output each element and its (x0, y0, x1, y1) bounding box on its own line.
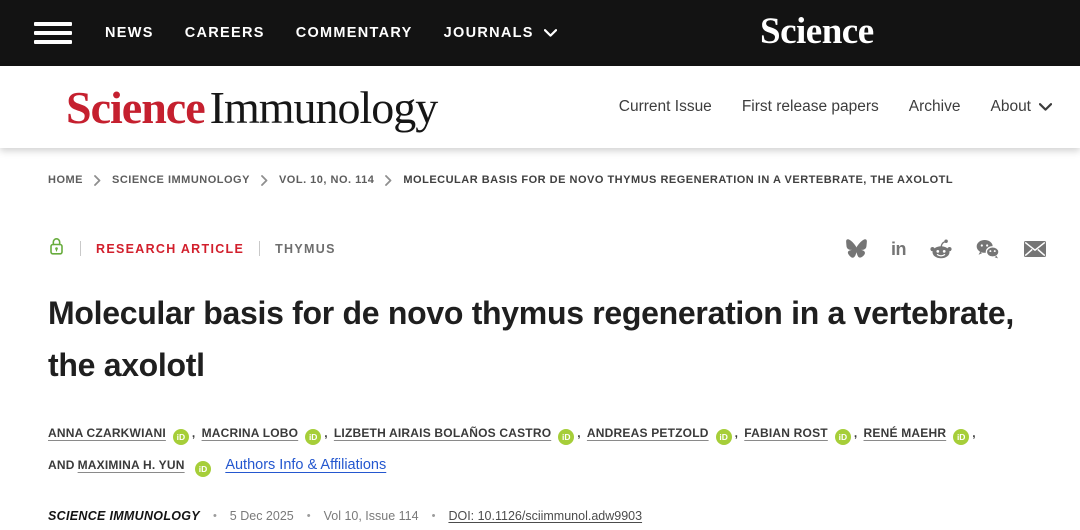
author-separator: , (972, 426, 976, 440)
chevron-right-icon (94, 175, 101, 186)
linkedin-glyph: in (891, 238, 906, 259)
journal-navigation (619, 98, 1052, 116)
topnav-commentary[interactable]: COMMENTARY (295, 25, 413, 41)
dot-separator: • (431, 510, 436, 522)
breadcrumb-home[interactable]: HOME (48, 174, 83, 186)
volume-issue: Vol 10, Issue 114 (323, 509, 419, 523)
dot-separator: • (212, 510, 217, 522)
orcid-icon[interactable]: iD (835, 429, 851, 445)
nav-about-label: About (990, 98, 1031, 115)
orcid-icon[interactable]: iD (716, 429, 732, 445)
author-separator: , (324, 426, 328, 440)
topnav-journals[interactable] (444, 25, 557, 41)
author-list (48, 417, 1046, 481)
orcid-icon[interactable]: iD (305, 429, 321, 445)
citation-meta-row (48, 509, 1046, 523)
email-share-icon[interactable] (1024, 241, 1046, 257)
reddit-share-icon[interactable] (930, 238, 952, 259)
logo-immunology-word: Immunology (209, 81, 438, 133)
publication-date: 5 Dec 2025 (229, 509, 294, 523)
linkedin-share-icon[interactable] (891, 240, 906, 258)
science-immunology-logo[interactable] (66, 81, 437, 134)
topnav-news[interactable]: NEWS (105, 25, 154, 41)
author-link[interactable]: MAXIMINA H. YUN (77, 458, 185, 472)
nav-about[interactable] (990, 98, 1052, 116)
bluesky-share-icon[interactable] (846, 239, 867, 258)
divider (259, 241, 260, 256)
article-meta-bar (48, 236, 1046, 261)
chevron-down-icon (1039, 103, 1052, 111)
breadcrumb (48, 174, 1046, 186)
author-separator: , (734, 426, 738, 440)
journal-header (0, 66, 1080, 148)
author-link[interactable]: RENÉ MAEHR (863, 426, 947, 440)
chevron-right-icon (385, 175, 392, 186)
topnav-careers[interactable]: CAREERS (184, 25, 265, 41)
journal-name: SCIENCE IMMUNOLOGY (48, 509, 200, 523)
open-access-lock-icon (48, 236, 65, 261)
article-title: Molecular basis for de novo thymus regeneration in a vertebrate, the axolotl (48, 295, 1014, 383)
author-separator: , (191, 426, 196, 440)
author-link[interactable]: MACRINA LOBO (201, 426, 299, 440)
article-header-section (0, 148, 1080, 523)
orcid-icon[interactable]: iD (173, 429, 189, 445)
author-link[interactable]: LIZBETH AIRAIS BOLAÑOS CASTRO (333, 426, 552, 440)
author-separator: , (853, 426, 858, 440)
nav-first-release-papers[interactable]: First release papers (741, 98, 879, 115)
hamburger-menu-icon[interactable] (34, 22, 72, 44)
science-brand-logo[interactable]: Science (760, 10, 874, 52)
nav-archive[interactable]: Archive (908, 98, 961, 115)
chevron-down-icon (544, 29, 557, 37)
divider (80, 241, 81, 256)
breadcrumb-current-article: MOLECULAR BASIS FOR DE NOVO THYMUS REGENERATION IN A VERTEBRATE, THE AXOLOTL (403, 174, 954, 186)
author-link[interactable]: FABIAN ROST (744, 426, 828, 440)
dot-separator: • (306, 510, 311, 522)
author-link[interactable]: ANDREAS PETZOLD (586, 426, 709, 440)
and-label: AND (48, 458, 75, 472)
research-article-badge[interactable]: RESEARCH ARTICLE (96, 241, 245, 256)
logo-science-word: Science (66, 81, 205, 133)
breadcrumb-volume[interactable]: VOL. 10, NO. 114 (278, 174, 375, 186)
nav-current-issue[interactable]: Current Issue (618, 98, 712, 115)
topnav-journals-label: JOURNALS (443, 25, 534, 41)
share-toolbar (846, 238, 1046, 259)
orcid-icon[interactable]: iD (953, 429, 969, 445)
orcid-icon[interactable]: iD (558, 429, 574, 445)
wechat-share-icon[interactable] (976, 239, 1000, 259)
author-separator: , (577, 426, 581, 440)
breadcrumb-science-immunology[interactable]: SCIENCE IMMUNOLOGY (112, 174, 250, 186)
top-navigation (105, 25, 557, 41)
author-link[interactable]: ANNA CZARKWIANI (48, 426, 166, 440)
chevron-right-icon (261, 175, 268, 186)
topic-badge-thymus[interactable]: THYMUS (275, 241, 336, 256)
authors-info-affiliations-link[interactable]: Authors Info & Affiliations (225, 457, 387, 473)
orcid-icon[interactable]: iD (195, 461, 211, 477)
doi-link[interactable]: DOI: 10.1126/sciimmunol.adw9903 (448, 509, 643, 523)
top-bar (0, 0, 1080, 66)
